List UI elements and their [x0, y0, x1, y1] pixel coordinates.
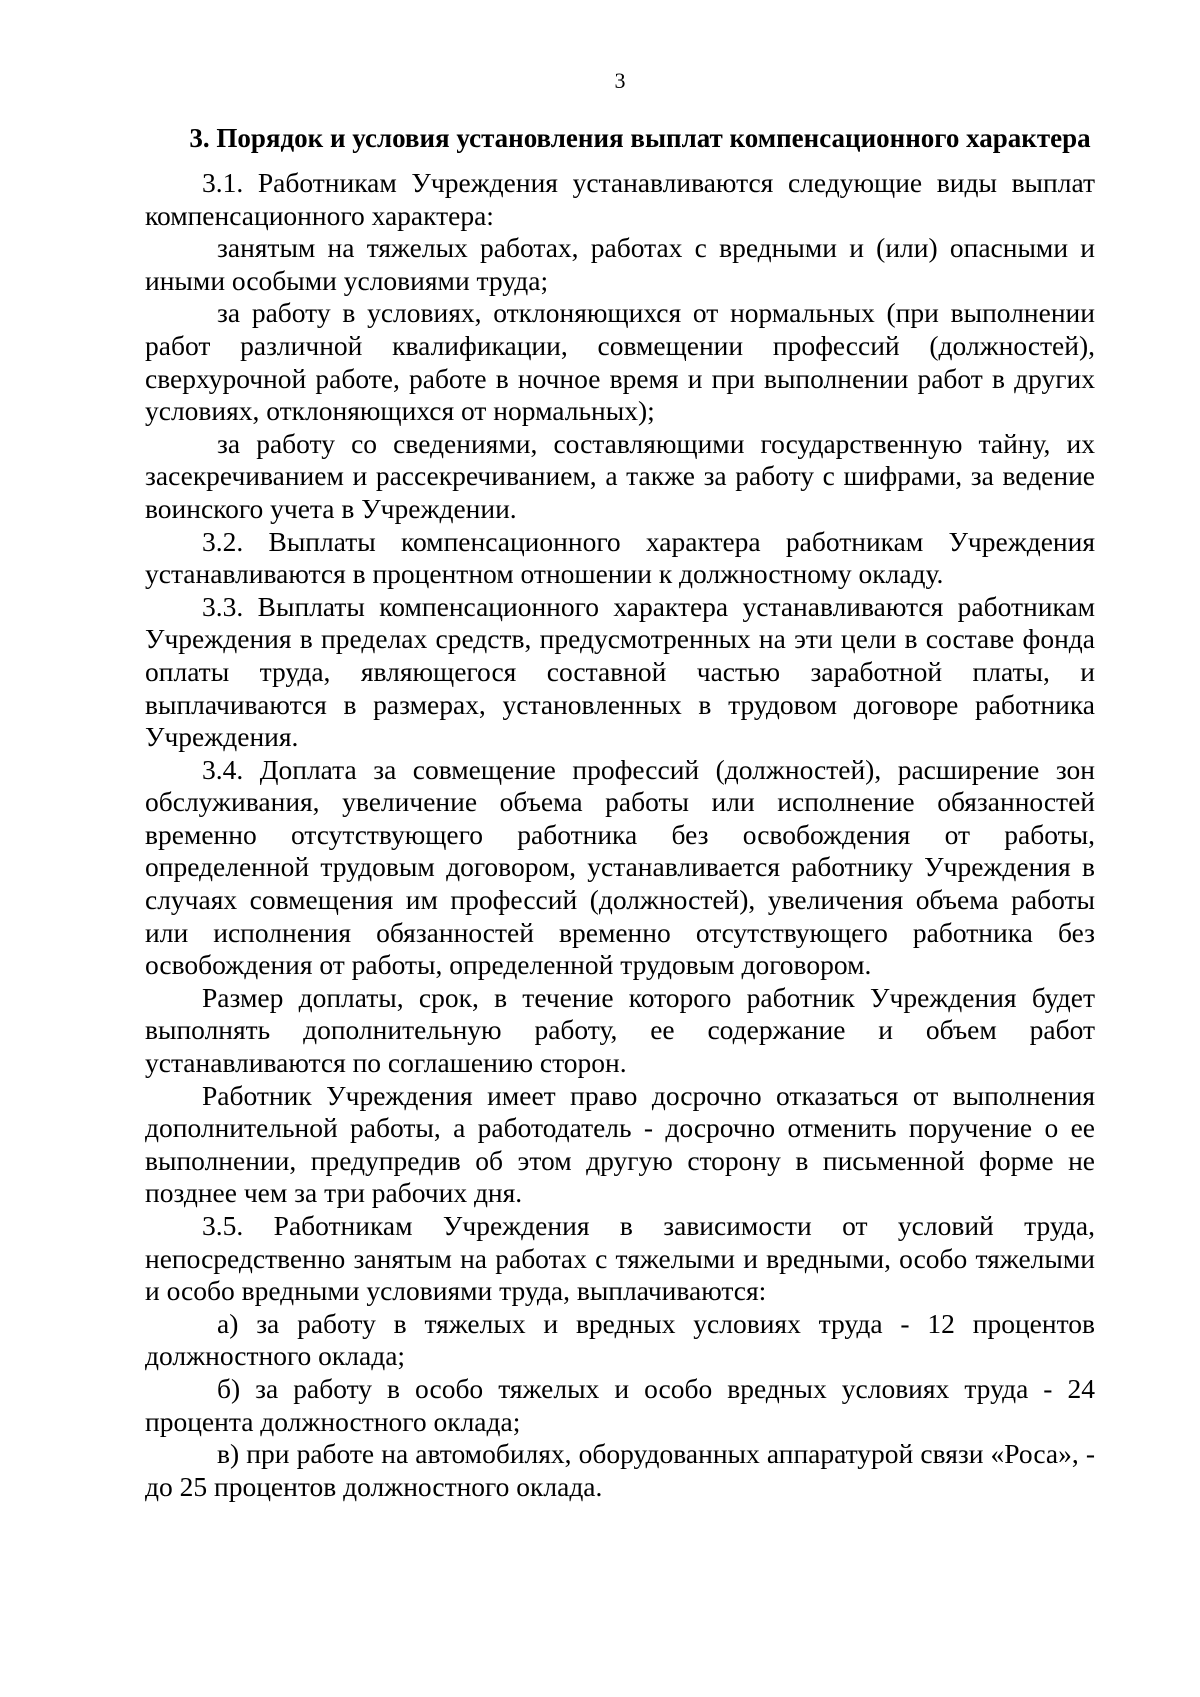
paragraph-list-item-b: б) за работу в особо тяжелых и особо вредных условиях труда - 24 процента должностного оклада;: [145, 1372, 1095, 1437]
paragraph-3-4: 3.4. Доплата за совмещение профессий (должностей), расширение зон обслуживания, увеличение объема работы или исполнение обязанностей временно отсутствующего работника без освобождения от работы, определенной трудовым договором, устанавливается работнику Учреждения в случаях совмещения им профессий (должностей), увеличения объема работы или исполнения обязанностей временно отсутствующего работника без освобождения от работы, определенной трудовым договором.: [145, 753, 1095, 981]
paragraph-list-item-a: а) за работу в тяжелых и вредных условиях труда - 12 процентов должностного оклада;: [145, 1307, 1095, 1372]
paragraph-3-5: 3.5. Работникам Учреждения в зависимости от условий труда, непосредственно занятым на работах с тяжелыми и вредными, особо тяжелыми и особо вредными условиями труда, выплачиваются:: [145, 1210, 1095, 1307]
paragraph-text: Работник Учреждения имеет право досрочно отказаться от выполнения дополнительной работы, а работодатель - досрочно отменить поручение о ее выполнении, предупредив об этом другую сторону в письменной форме не позднее чем за три рабочих дня.: [145, 1079, 1095, 1209]
paragraph-3-2: 3.2. Выплаты компенсационного характера работникам Учреждения устанавливаются в процентном отношении к должностному окладу.: [145, 525, 1095, 590]
document-page: [145, 68, 1095, 1503]
page-number: 3: [614, 68, 626, 93]
paragraph-list-item-c: в) при работе на автомобилях, оборудованных аппаратурой связи «Роса», - до 25 процентов должностного оклада.: [145, 1438, 1095, 1502]
paragraph-list-item: занятым на тяжелых работах, работах с вредными и (или) опасными и иными особыми условиями труда;: [145, 232, 1095, 296]
paragraph-list-item: за работу в условиях, отклоняющихся от нормальных (при выполнении работ различной квалификации, совмещении профессий (должностей), сверхурочной работе, работе в ночное время и при выполнении работ в других условиях, отклоняющихся от нормальных);: [145, 297, 1095, 427]
paragraph-text: Размер доплаты, срок, в течение которого работник Учреждения будет выполнять дополнительную работу, ее содержание и объем работ устанавливаются по соглашению сторон.: [145, 981, 1095, 1079]
paragraph-3-3: 3.3. Выплаты компенсационного характера устанавливаются работникам Учреждения в пределах средств, предусмотренных на эти цели в составе фонда оплаты труда, являющегося составной частью заработной платы, и выплачиваются в размерах, установленных в трудовом договоре работника Учреждения.: [145, 590, 1095, 753]
paragraph-list-item: за работу со сведениями, составляющими государственную тайну, их засекречиванием и рассекречиванием, а также за работу с шифрами, за ведение воинского учета в Учреждении.: [145, 427, 1095, 524]
section-title: 3. Порядок и условия установления выплат компенсационного характера: [189, 123, 1091, 153]
paragraph-3-1: 3.1. Работникам Учреждения устанавливаются следующие виды выплат компенсационного характера:: [145, 167, 1095, 231]
